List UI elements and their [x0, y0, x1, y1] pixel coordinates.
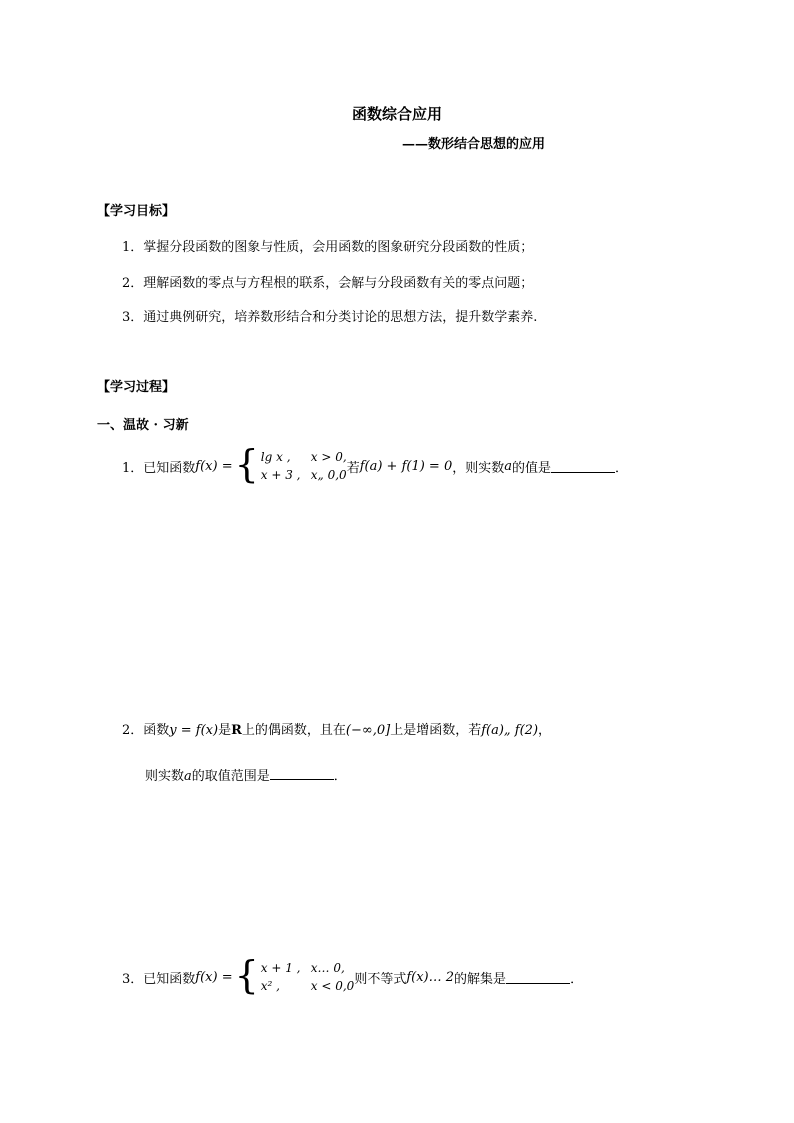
question-1 — [122, 442, 629, 486]
page-subtitle: ——数形结合思想的应用 — [402, 137, 546, 152]
part1-heading: 一、温故 · 习新 — [97, 418, 189, 433]
q3-mid: 则不等式 — [354, 971, 407, 987]
q3-case2-expr: x² , — [260, 979, 280, 993]
q1-case2-cond: x„ 0,0 — [310, 468, 347, 482]
question-2-line-2 — [145, 765, 347, 784]
q1-period: ． — [615, 460, 629, 476]
q1-case1-cond: x > 0, — [310, 450, 347, 464]
q2-line2-a: 则实数 — [145, 769, 185, 784]
question-2 — [122, 719, 551, 738]
q2-variable: a — [184, 769, 192, 784]
q1-equation: f(a) + f(1) = 0 — [359, 458, 453, 474]
q1-prefix: 1．已知函数 — [122, 460, 196, 476]
q3-piecewise-cases — [261, 959, 355, 995]
q3-period: ． — [570, 971, 584, 987]
q3-function: f(x) = — [195, 969, 233, 985]
q2-text-4: ， — [538, 723, 552, 738]
q2-period: ． — [333, 769, 347, 784]
q2-line2-b: 的取值范围是 — [191, 769, 270, 784]
goal-item-2: 2．理解函数的零点与方程根的联系，会解与分段函数有关的零点问题； — [122, 276, 534, 291]
q2-text-1: 是 — [218, 723, 232, 738]
page-title: 函数综合应用 — [352, 105, 443, 123]
process-heading: 【学习过程】 — [97, 380, 176, 395]
q3-case1-expr: x + 1 , — [260, 961, 301, 975]
q2-equation: y = f(x) — [169, 723, 219, 738]
q2-text-2: 上的偶函数，且在 — [241, 723, 346, 738]
left-brace-icon: { — [234, 442, 259, 486]
q1-suffix: ，则实数 — [452, 460, 505, 476]
q1-piecewise-cases — [261, 448, 347, 484]
q3-end: 的解集是 — [454, 971, 507, 987]
question-3 — [122, 953, 584, 997]
q3-case1-cond: x… 0, — [310, 961, 345, 975]
q2-inequality: f(a)„ f(2) — [481, 723, 539, 738]
goal-item-3: 3．通过典例研究，培养数形结合和分类讨论的思想方法，提升数学素养. — [122, 310, 538, 325]
q1-end: 的值是 — [512, 460, 552, 476]
q2-prefix: 2．函数 — [122, 723, 170, 738]
goals-heading: 【学习目标】 — [97, 204, 176, 219]
q3-case2-cond: x < 0,0 — [310, 979, 355, 993]
q2-real-set: R — [231, 723, 242, 738]
q1-variable: a — [504, 458, 513, 474]
q3-prefix: 3．已知函数 — [122, 971, 196, 987]
q2-answer-blank[interactable] — [270, 767, 334, 780]
q1-mid: 若 — [346, 460, 360, 476]
goal-item-1: 1．掌握分段函数的图象与性质，会用函数的图象研究分段函数的性质； — [122, 240, 534, 255]
q1-answer-blank[interactable] — [551, 460, 615, 473]
q2-interval: (−∞,0] — [345, 723, 391, 738]
q1-case2-expr: x + 3 , — [260, 468, 301, 482]
q1-case1-expr: lg x , — [260, 450, 291, 464]
q1-function: f(x) = — [195, 458, 233, 474]
left-brace-icon: { — [234, 953, 259, 997]
q2-text-3: 上是增函数，若 — [390, 723, 482, 738]
q3-answer-blank[interactable] — [506, 971, 570, 984]
q3-inequality: f(x)… 2 — [406, 969, 455, 985]
